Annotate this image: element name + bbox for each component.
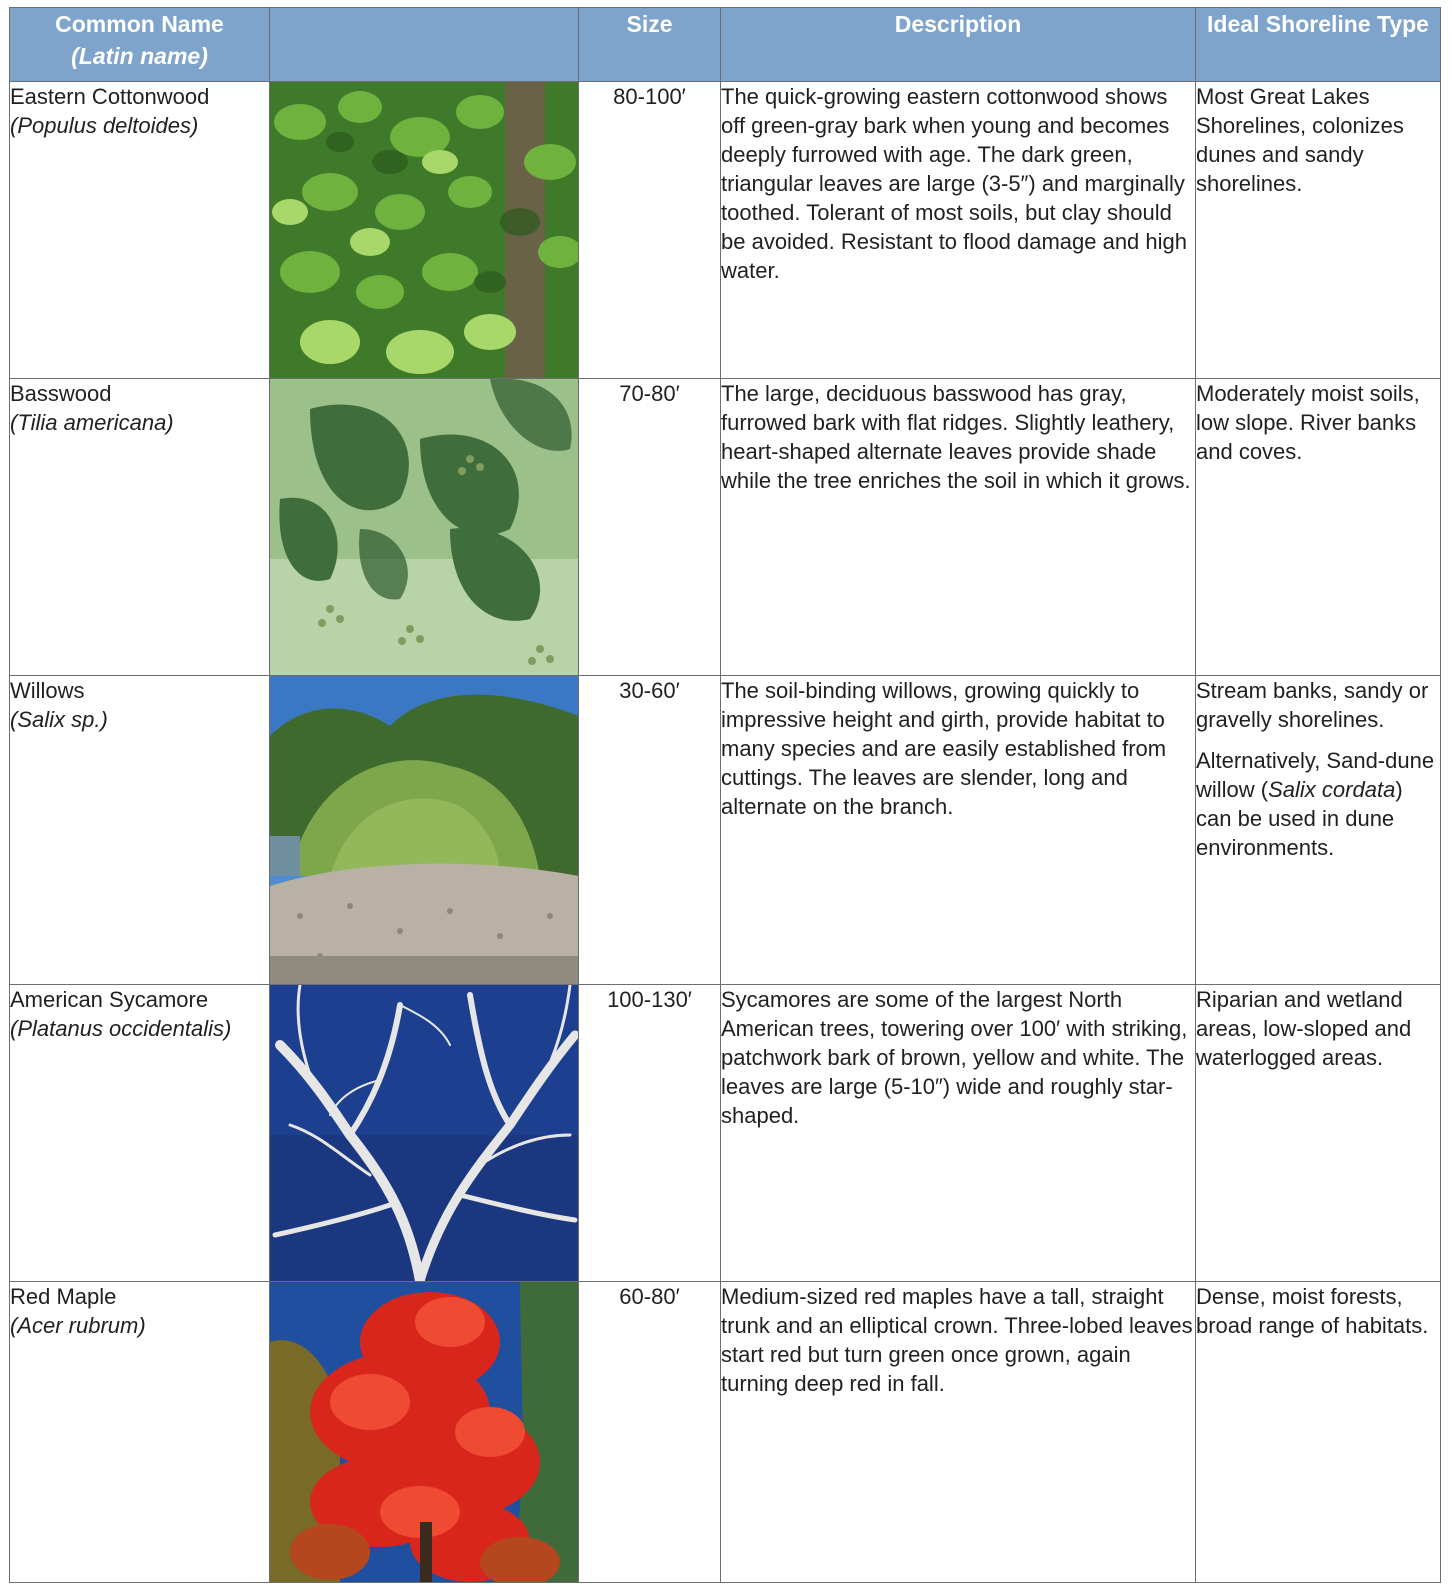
shoreline-alt-text-end: ) can be used in dune environments. bbox=[1196, 777, 1403, 860]
shoreline-type: Riparian and wetland areas, low-sloped and waterlogged areas. bbox=[1196, 985, 1441, 1282]
shoreline-alt-text: Alternatively, Sand-dune willow ( bbox=[1196, 748, 1435, 802]
description: The quick-growing eastern cottonwood shows off green-gray bark when young and becomes deeply furrowed with age. The dark green, triangular leaves are large (3-5″) and marginally toothed. Tolerant of most soils, but clay should be avoided. Resistant to flood damage and high water. bbox=[721, 82, 1196, 379]
common-name: Basswood bbox=[10, 381, 112, 406]
table-row bbox=[10, 1282, 1441, 1583]
eastern-cottonwood-photo bbox=[270, 82, 579, 379]
header-common-name-label: Common Name bbox=[55, 11, 224, 37]
size-value: 70-80′ bbox=[579, 379, 721, 676]
tree-species-table bbox=[9, 7, 1441, 1583]
willows-shoreline-image bbox=[270, 676, 579, 984]
latin-name: (Tilia americana) bbox=[10, 410, 174, 435]
shoreline-alternative bbox=[1196, 746, 1440, 862]
latin-name: (Acer rubrum) bbox=[10, 1313, 146, 1338]
latin-name: (Salix sp.) bbox=[10, 707, 108, 732]
size-value: 30-60′ bbox=[579, 676, 721, 985]
size-value: 60-80′ bbox=[579, 1282, 721, 1583]
header-latin-name-label: (Latin name) bbox=[71, 43, 208, 69]
shoreline-type: Dense, moist forests, broad range of habitats. bbox=[1196, 1282, 1441, 1583]
header-photo bbox=[270, 8, 579, 82]
american-sycamore-photo bbox=[270, 985, 579, 1282]
description: Sycamores are some of the largest North American trees, towering over 100′ with striking, patchwork bark of brown, yellow and white. The leaves are large (5-10″) wide and roughly star-shaped. bbox=[721, 985, 1196, 1282]
header-size: Size bbox=[579, 8, 721, 82]
header-row bbox=[10, 8, 1441, 82]
description: The large, deciduous basswood has gray, furrowed bark with flat ridges. Slightly leathery, heart-shaped alternate leaves provide shade while the tree enriches the soil in which it grows. bbox=[721, 379, 1196, 676]
description: The soil-binding willows, growing quickly to impressive height and girth, provide habitat to many species and are easily established from cuttings. The leaves are slender, long and alternate on the branch. bbox=[721, 676, 1196, 985]
common-name-cell bbox=[10, 1282, 270, 1583]
description: Medium-sized red maples have a tall, straight trunk and an elliptical crown. Three-lobed leaves start red but turn green once grown, again turning deep red in fall. bbox=[721, 1282, 1196, 1583]
common-name: Red Maple bbox=[10, 1284, 117, 1309]
table-row bbox=[10, 985, 1441, 1282]
shoreline-alt-latin: Salix cordata bbox=[1268, 777, 1396, 802]
header-common-name bbox=[10, 8, 270, 82]
shoreline-type: Moderately moist soils, low slope. River banks and coves. bbox=[1196, 379, 1441, 676]
table-row bbox=[10, 676, 1441, 985]
red-maple-tree-image bbox=[270, 1282, 579, 1582]
size-value: 80-100′ bbox=[579, 82, 721, 379]
sycamore-branches-image bbox=[270, 985, 579, 1281]
table-row bbox=[10, 82, 1441, 379]
latin-name: (Populus deltoides) bbox=[10, 113, 199, 138]
table-row bbox=[10, 379, 1441, 676]
common-name-cell bbox=[10, 82, 270, 379]
shoreline-type-cell bbox=[1196, 676, 1441, 985]
common-name: Eastern Cottonwood bbox=[10, 84, 210, 109]
basswood-leaves-image bbox=[270, 379, 579, 675]
common-name-cell bbox=[10, 379, 270, 676]
willows-photo bbox=[270, 676, 579, 985]
common-name-cell bbox=[10, 985, 270, 1282]
basswood-photo bbox=[270, 379, 579, 676]
common-name-cell bbox=[10, 676, 270, 985]
latin-name: (Platanus occidentalis) bbox=[10, 1016, 232, 1041]
red-maple-photo bbox=[270, 1282, 579, 1583]
cottonwood-leaves-image bbox=[270, 82, 579, 378]
common-name: Willows bbox=[10, 678, 85, 703]
header-shoreline: Ideal Shoreline Type bbox=[1196, 8, 1441, 82]
shoreline-type: Stream banks, sandy or gravelly shorelines. bbox=[1196, 678, 1429, 732]
header-description: Description bbox=[721, 8, 1196, 82]
common-name: American Sycamore bbox=[10, 987, 209, 1012]
shoreline-type: Most Great Lakes Shorelines, colonizes dunes and sandy shorelines. bbox=[1196, 82, 1441, 379]
size-value: 100-130′ bbox=[579, 985, 721, 1282]
